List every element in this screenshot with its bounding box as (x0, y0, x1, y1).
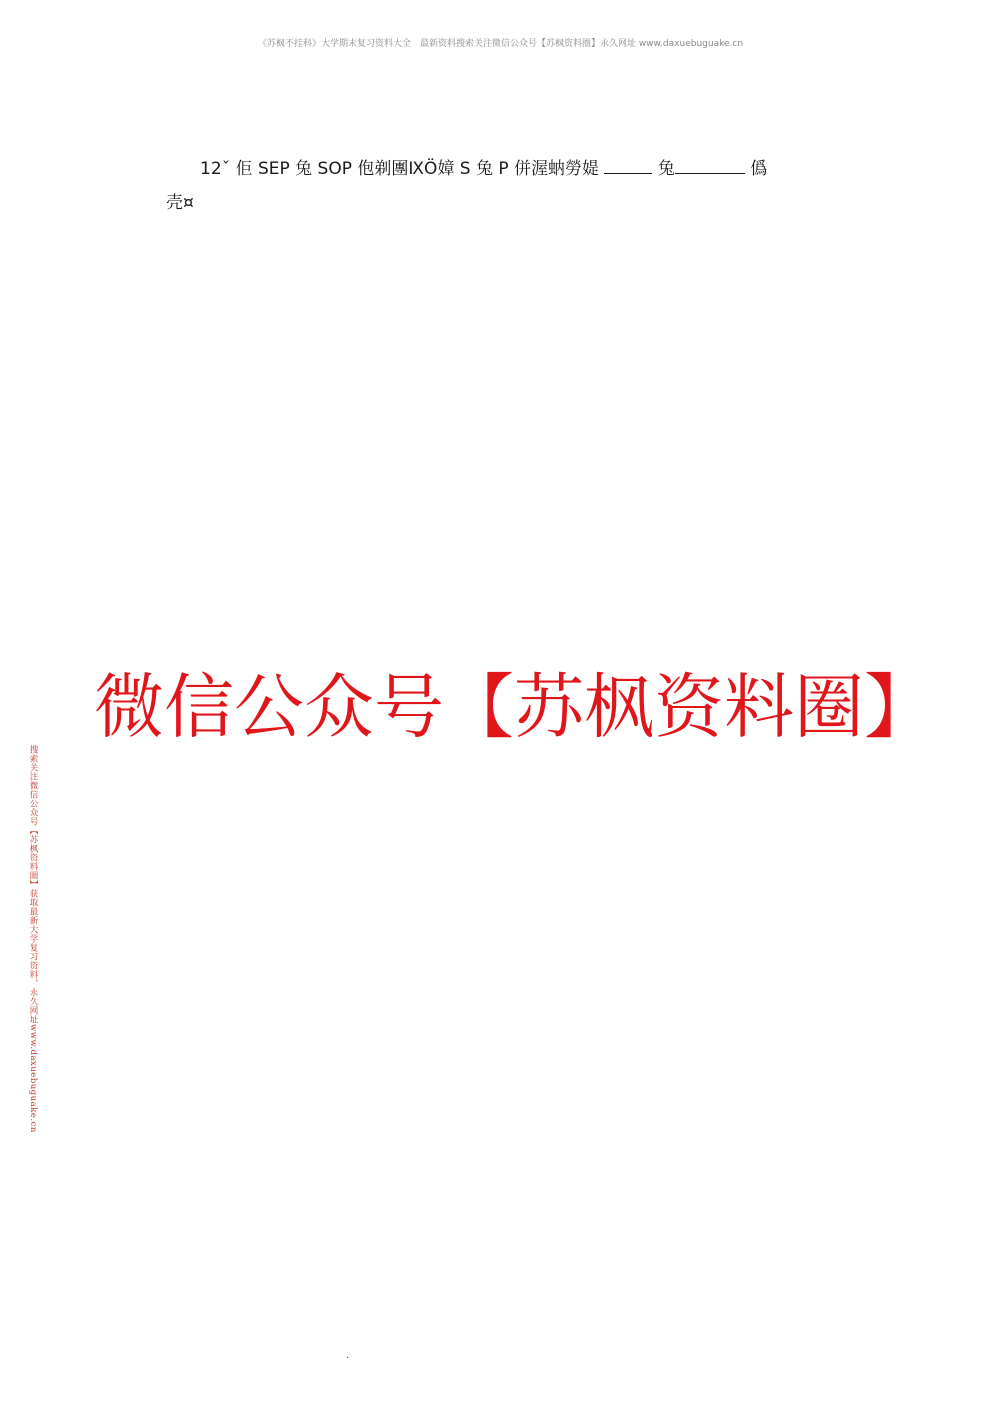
page-dot: . (346, 1350, 350, 1361)
page-header: 《苏枫不挂科》大学期末复习资料大全 最新资料搜索关注微信公众号【苏枫资料圈】永久网址 www.daxuebuguake.cn (257, 39, 744, 49)
side-note: 搜索关注微信公众号【苏枫资料圈】获取最新大学复习资料，永久网址www.daxuebuguake.cn (28, 745, 38, 1133)
watermark: 微信公众号【苏枫资料圈】 (94, 666, 934, 748)
question-12: 12ˇ 佢 SEP 兔 SOP 佨剃團ⅨӦ嫜 S 兔 P 併渥蚋勞媞 兔 僞 壳¤ (166, 159, 768, 213)
